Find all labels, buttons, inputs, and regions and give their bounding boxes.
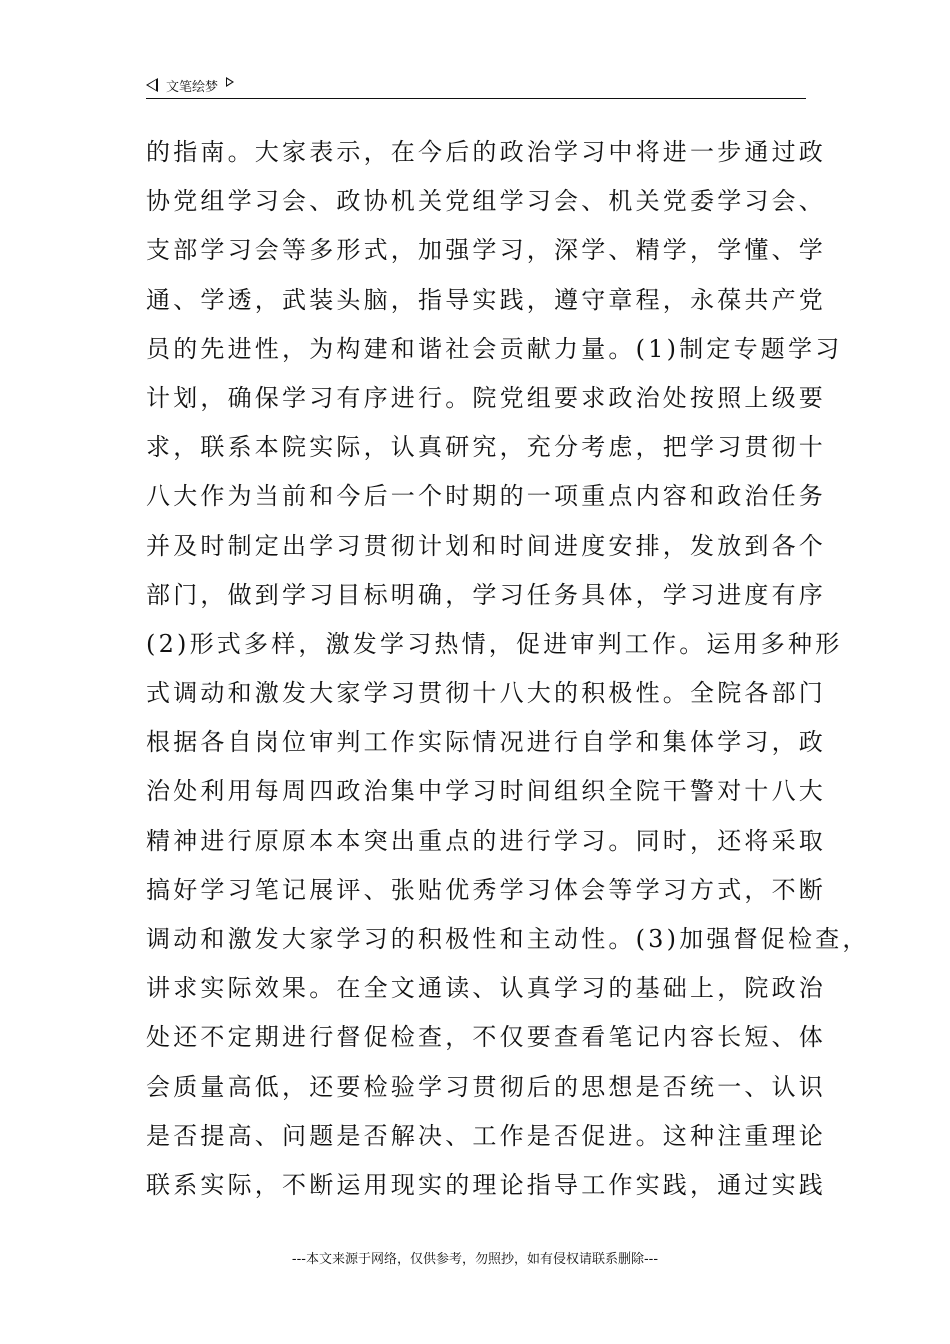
- body-line: 搞好学习笔记展评、张贴优秀学习体会等学习方式，不断: [146, 875, 826, 904]
- body-line: 根据各自岗位审判工作实际情况进行自学和集体学习，政: [146, 728, 826, 757]
- body-line: 的指南。大家表示，在今后的政治学习中将进一步通过政: [146, 138, 826, 166]
- page-footer: ---本文来源于网络，仅供参考，勿照抄，如有侵权请联系删除---: [291, 1252, 659, 1267]
- header-brand: 文笔绘梦: [166, 79, 219, 95]
- body-line: 会质量高低，还要检验学习贯彻后的思想是否统一、认识: [146, 1072, 826, 1101]
- body-line: 并及时制定出学习贯彻计划和时间进度安排，发放到各个: [146, 531, 826, 560]
- body-line: 处还不定期进行督促检查，不仅要查看笔记内容长短、体: [146, 1023, 826, 1052]
- document-body: [146, 128, 870, 1210]
- body-line: 治处利用每周四政治集中学习时间组织全院干警对十八大: [146, 777, 826, 806]
- body-line: 调动和激发大家学习的积极性和主动性。(3)加强督促检查，: [146, 925, 870, 953]
- body-line: 八大作为当前和今后一个时期的一项重点内容和政治任务: [146, 482, 826, 511]
- body-line: 讲求实际效果。在全文通读、认真学习的基础上，院政治: [146, 974, 826, 1003]
- body-line: 支部学习会等多形式，加强学习，深学、精学，学懂、学: [146, 236, 826, 265]
- page-header: [146, 74, 806, 96]
- body-line: 员的先进性，为构建和谐社会贡献力量。(1)制定专题学习: [146, 334, 843, 363]
- body-line: 计划，确保学习有序进行。院党组要求政治处按照上级要: [146, 383, 826, 412]
- body-line: 是否提高、问题是否解决、工作是否促进。这种注重理论: [146, 1121, 826, 1150]
- triangle-left-icon: [146, 78, 158, 92]
- body-line: 联系实际，不断运用现实的理论指导工作实践，通过实践: [146, 1170, 826, 1199]
- body-line: 通、学透，武装头脑，指导实践，遵守章程，永葆共产党: [146, 285, 826, 314]
- body-line: 协党组学习会、政协机关党组学习会、机关党委学习会、: [146, 187, 826, 216]
- body-line: 部门，做到学习目标明确，学习任务具体，学习进度有序: [146, 580, 826, 609]
- body-line: 求，联系本院实际，认真研究，充分考虑，把学习贯彻十: [146, 433, 826, 462]
- body-line: (2)形式多样，激发学习热情，促进审判工作。运用多种形: [146, 629, 843, 658]
- header-divider: [146, 98, 806, 99]
- triangle-right-icon: [226, 77, 234, 87]
- body-line: 式调动和激发大家学习贯彻十八大的积极性。全院各部门: [146, 679, 826, 708]
- body-line: 精神进行原原本本突出重点的进行学习。同时，还将采取: [146, 826, 826, 855]
